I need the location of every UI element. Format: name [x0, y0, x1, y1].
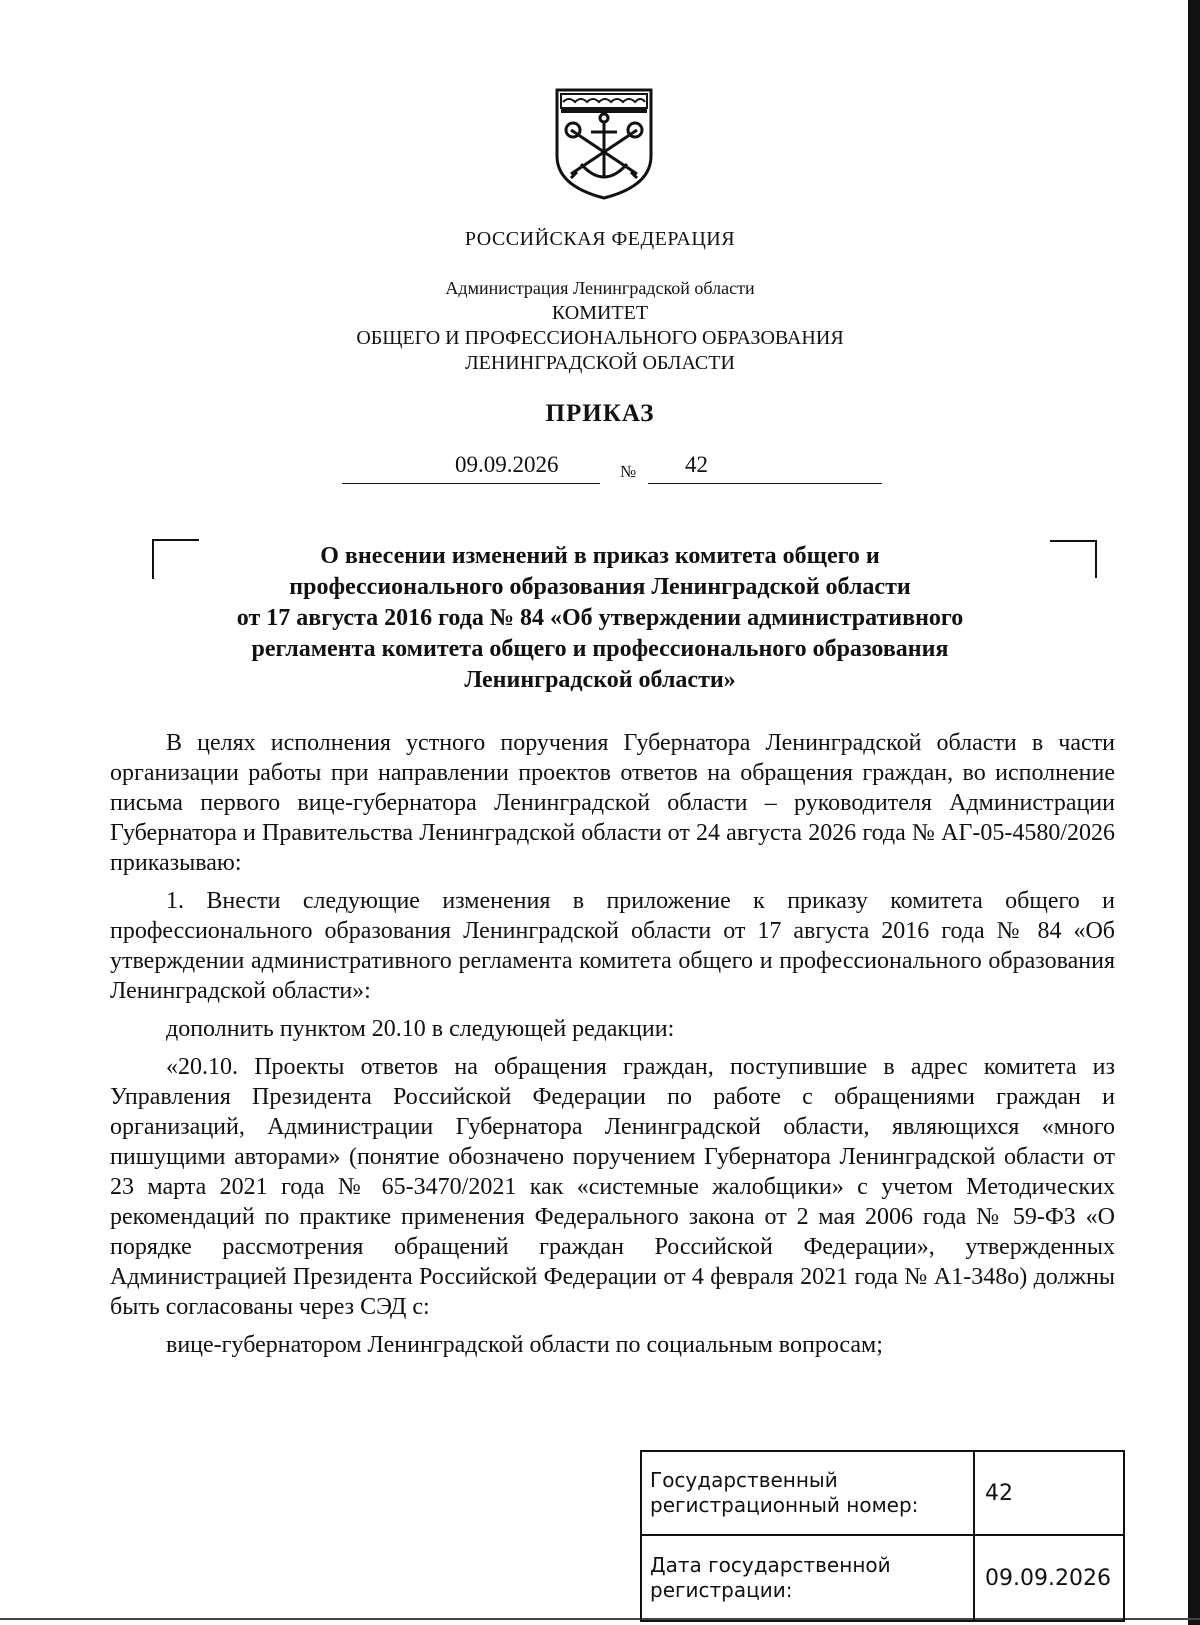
- order-number: 42: [685, 452, 708, 477]
- committee-line: ОБЩЕГО И ПРОФЕССИОНАЛЬНОГО ОБРАЗОВАНИЯ: [356, 327, 844, 349]
- body-paragraph: дополнить пунктом 20.10 в следующей редакции:: [166, 1016, 675, 1042]
- registration-date-value: 09.09.2026: [974, 1535, 1124, 1621]
- committee-line: КОМИТЕТ: [551, 302, 649, 324]
- registration-date-label: Дата государственной регистрации:: [641, 1535, 974, 1621]
- title-line: О внесении изменений в приказ комитета общего и: [320, 543, 880, 569]
- date-underline: [342, 483, 600, 484]
- title-line: Ленинградской области»: [464, 667, 736, 693]
- title-line: от 17 августа 2016 года № 84 «Об утверждении административного: [236, 605, 964, 631]
- registration-number-label: Государственный регистрационный номер:: [641, 1451, 974, 1535]
- document-title: [160, 541, 1040, 696]
- registration-row: [641, 1451, 1124, 1535]
- number-underline: [648, 483, 882, 484]
- title-line: профессионального образования Ленинградской области: [289, 574, 911, 600]
- title-line: регламента комитета общего и профессионального образования: [251, 636, 949, 662]
- registration-table: [640, 1450, 1125, 1622]
- document-body: [110, 728, 1115, 1368]
- country-heading: РОССИЙСКАЯ ФЕДЕРАЦИЯ: [464, 228, 736, 250]
- body-paragraph: «20.10. Проекты ответов на обращения граждан, поступившие в адрес комитета из Управления Президента Российской Федерации по работе с обращениями граждан и организаций, Администрации Губернатора Ленинградской области, являющихся «много пишущими авторами» (понятие обозначено поручением Губернатора Ленинградской области от 23 марта 2021 года № 65-3470/2021 как «системные жалобщики» с учетом Методических рекомендаций по практике применения Федерального закона от 2 мая 2006 года № 59-ФЗ «О порядке рассмотрения обращений граждан Российской Федерации», утвержденных Администрацией Президента Российской Федерации от 4 февраля 2021 года № А1-348о) должны быть согласованы через СЭД с:: [110, 1054, 1115, 1320]
- committee-line: ЛЕНИНГРАДСКОЙ ОБЛАСТИ: [465, 352, 735, 374]
- committee-heading: [0, 301, 1200, 376]
- administration-heading: Администрация Ленинградской области: [445, 278, 755, 298]
- document-type: ПРИКАЗ: [545, 400, 655, 427]
- order-date: 09.09.2026: [455, 452, 559, 477]
- body-paragraph: вице-губернатором Ленинградской области по социальным вопросам;: [166, 1332, 883, 1358]
- registration-number-value: 42: [974, 1451, 1124, 1535]
- body-paragraph: В целях исполнения устного поручения Губернатора Ленинградской области в части организации работы при направлении проектов ответов на обращения граждан, во исполнение письма первого вице-губернатора Ленинградской области – руководителя Администрации Губернатора и Правительства Ленинградской области от 24 августа 2026 года № АГ-05-4580/2026 приказываю:: [110, 730, 1115, 876]
- number-sign: №: [620, 462, 637, 481]
- coat-of-arms-icon: [551, 86, 657, 202]
- title-bracket-right: [1050, 540, 1097, 578]
- body-paragraph: 1. Внести следующие изменения в приложение к приказу комитета общего и профессионального образования Ленинградской области от 17 августа 2016 года № 84 «Об утверждении административного регламента комитета общего и профессионального образования Ленинградской области»:: [110, 888, 1115, 1004]
- registration-row: [641, 1535, 1124, 1621]
